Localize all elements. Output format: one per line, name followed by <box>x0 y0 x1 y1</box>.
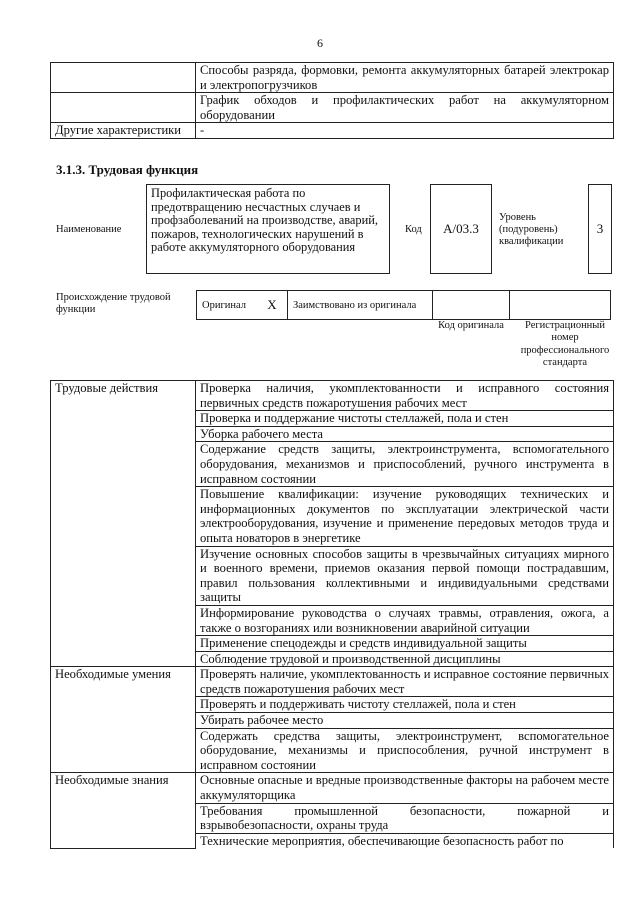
reg-number-caption: Регистрационный номер профессионального стандарта <box>520 320 610 369</box>
table-cell-label: Другие характеристики <box>51 123 196 139</box>
reg-number-cell <box>510 291 611 320</box>
table-cell: Уборка рабочего места <box>196 426 614 442</box>
table-cell: Проверять наличие, укомплектованность и исправное состояние первичных средств пожаротушения рабочих мест <box>196 667 614 697</box>
table-cell: - <box>196 123 614 139</box>
table-cell: Основные опасные и вредные производственные факторы на рабочем месте аккумуляторщика <box>196 773 614 803</box>
table-row <box>51 667 614 697</box>
group-label-skills: Необходимые умения <box>51 667 196 773</box>
table-row <box>51 63 614 93</box>
table-cell: Проверка и поддержание чистоты стеллажей, пола и стен <box>196 411 614 427</box>
code-original-cell <box>433 291 510 320</box>
table-cell: Проверять и поддерживать чистоту стеллажей, пола и стен <box>196 697 614 713</box>
borrowed-label: Заимствовано из оригинала <box>288 291 433 320</box>
table-row <box>51 773 614 803</box>
name-label: Наименование <box>56 224 122 235</box>
function-name-box: Профилактическая работа по предотвращению несчастных случаев и профзаболеваний на производстве, аварий, пожаров, технологических нарушений в работе аккумуляторного оборудования <box>146 184 390 274</box>
code-label: Код <box>405 224 422 235</box>
table-row <box>51 93 614 123</box>
page-number: 6 <box>317 36 323 50</box>
table-cell: Способы разряда, формовки, ремонта аккумуляторных батарей электрокар и электропогрузчиков <box>196 63 614 93</box>
table-row <box>51 381 614 411</box>
origin-table <box>196 290 611 320</box>
code-original-caption: Код оригинала <box>438 320 504 331</box>
table-row <box>51 123 614 139</box>
table-cell: График обходов и профилактических работ на аккумуляторном оборудовании <box>196 93 614 123</box>
table-cell: Информирование руководства о случаях травмы, отравления, ожога, а также о возгораниях или возникновении аварийной ситуации <box>196 605 614 635</box>
original-mark: X <box>257 291 288 320</box>
table-cell-label <box>51 63 196 93</box>
table-cell: Содержание средств защиты, электроинструмента, вспомогательного оборудования, механизмов и приспособлений, ручного инструмента в исправном состоянии <box>196 442 614 487</box>
table-cell: Изучение основных способов защиты в чрезвычайных ситуациях мирного и военного времени, приемов оказания первой помощи пострадавшим, правил пользования коллективными и индивидуальными средствами защиты <box>196 546 614 605</box>
table-cell: Требования промышленной безопасности, пожарной и взрывобезопасности, охраны труда <box>196 803 614 833</box>
level-box: 3 <box>588 184 612 274</box>
table-cell-label <box>51 93 196 123</box>
group-label-actions: Трудовые действия <box>51 381 196 667</box>
table-cell: Применение спецодежды и средств индивидуальной защиты <box>196 636 614 652</box>
group-label-knowledge: Необходимые знания <box>51 773 196 848</box>
level-label: Уровень (подуровень) квалификации <box>499 212 564 247</box>
table-cell: Проверка наличия, укомплектованности и исправного состояния первичных средств пожаротушения рабочих мест <box>196 381 614 411</box>
table-cell: Убирать рабочее место <box>196 713 614 729</box>
original-label: Оригинал <box>197 291 258 320</box>
table-cell: Повышение квалификации: изучение руководящих технических и информационных документов по эксплуатации электрической части электрооборудования, изучение и применение передовых методов труда и опыта новаторов в энергетике <box>196 487 614 546</box>
main-table <box>50 380 614 849</box>
top-table <box>50 62 614 139</box>
table-cell: Содержать средства защиты, электроинструмент, вспомогательное оборудование, механизмы и приспособления, ручной инструмент в исправном состоянии <box>196 728 614 773</box>
section-title: 3.1.3. Трудовая функция <box>56 162 199 177</box>
table-cell: Соблюдение трудовой и производственной дисциплины <box>196 651 614 667</box>
table-cell: Технические мероприятия, обеспечивающие безопасность работ по <box>196 833 614 848</box>
code-box: А/03.3 <box>430 184 492 274</box>
origin-label: Происхождение трудовой функции <box>56 292 171 315</box>
